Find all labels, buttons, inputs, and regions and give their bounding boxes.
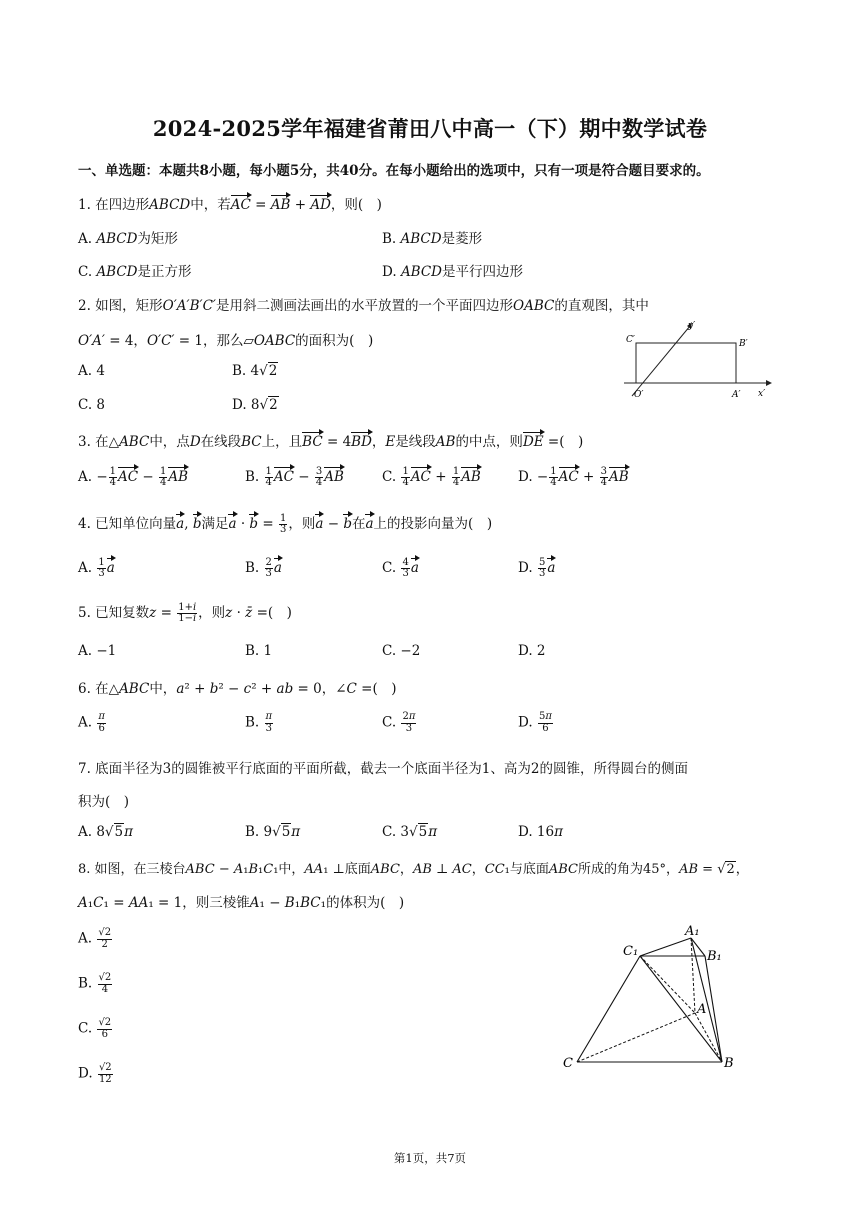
q2-option-d: D. 8√2 <box>232 397 278 413</box>
q8-option-d: D. $\frac{√2}{12}$ <box>78 1062 112 1085</box>
q6-option-a: A. $\frac{\pi}{6}$ <box>78 711 105 734</box>
q3-option-b: B. $\frac{1}{4}$ AC − $\frac{3}{4}$ AB <box>245 465 344 488</box>
q8-option-a: A. $\frac{√2}{2}$ <box>78 927 112 950</box>
q1-option-d: D. ABCD是平行四边形 <box>382 264 524 280</box>
q5-option-b: B. 1 <box>245 643 273 659</box>
q3-option-a: A. − $\frac{1}{4}$ AC − $\frac{1}{4}$ AB <box>78 465 189 488</box>
q1-option-b: B. ABCD是菱形 <box>382 231 483 247</box>
q2-option-c: C. 8 <box>78 397 106 413</box>
fig8-label-c1: C₁ <box>623 944 639 959</box>
q7-option-a: A. 8√5π <box>78 824 133 840</box>
q2-stem-line2: O′A′ = 4，O′C′ = 1，那么▱OABC的面积为( ) <box>78 333 374 349</box>
q4-stem: 4. 已知单位向量a, b满足a · b = $\frac{1}{3}$ ，则a − b在a上的投影向量为( ) <box>78 512 493 535</box>
fig2-label-b: B′ <box>739 339 748 349</box>
q3-option-c: C. $\frac{1}{4}$ AC + $\frac{1}{4}$ AB <box>382 465 481 488</box>
q6-stem: 6. 在△ABC中，a² + b² − c² + ab = 0，∠C =( ) <box>78 681 397 697</box>
q4-option-d: D. $\frac{5}{3}$ a <box>518 556 556 579</box>
q7-stem-line1: 7. 底面半径为3的圆锥被平行底面的平面所截，截去一个底面半径为1、高为2的圆锥，所得圆台的侧面 <box>78 761 688 777</box>
q2-figure <box>618 314 778 404</box>
q5-option-a: A. −1 <box>78 643 117 659</box>
fig8-label-c: C <box>563 1056 573 1071</box>
fig2-label-x: x′ <box>758 389 766 399</box>
fig8-label-a: A <box>697 1002 707 1017</box>
q2-option-b: B. 4√2 <box>232 363 278 379</box>
q8-stem-line2: A₁C₁ = AA₁ = 1，则三棱锥A₁ − B₁BC₁的体积为( ) <box>78 895 405 911</box>
section-heading: 一、单选题：本题共8小题，每小题5分，共40分。在每小题给出的选项中，只有一项是符合题目要求的。 <box>78 163 710 179</box>
q5-option-c: C. −2 <box>382 643 421 659</box>
q7-option-b: B. 9√5π <box>245 824 301 840</box>
q4-option-b: B. $\frac{2}{3}$ a <box>245 556 282 579</box>
fig8-label-b: B <box>724 1056 734 1071</box>
q3-option-d: D. − $\frac{1}{4}$ AC + $\frac{3}{4}$ AB <box>518 465 629 488</box>
q4-option-c: C. $\frac{4}{3}$ a <box>382 556 419 579</box>
fig2-label-c: C′ <box>626 335 635 345</box>
fig2-label-o: O′ <box>634 390 644 400</box>
q1-option-c: C. ABCD是正方形 <box>78 264 192 280</box>
q5-option-d: D. 2 <box>518 643 546 659</box>
q8-figure <box>555 915 750 1075</box>
q7-option-d: D. 16π <box>518 824 563 840</box>
q8-option-b: B. $\frac{√2}{4}$ <box>78 972 112 995</box>
q3-stem: 3. 在△ABC中，点D在线段BC上，且BC = 4BD，E是线段AB的中点，则DE =( ) <box>78 430 583 450</box>
fig8-label-a1: A₁ <box>685 924 700 939</box>
q2-stem-line1: 2. 如图，矩形O′A′B′C′是用斜二测画法画出的水平放置的一个平面四边形OABC的直观图，其中 <box>78 298 649 314</box>
q2-option-a: A. 4 <box>78 363 105 379</box>
q1-option-a: A. ABCD为矩形 <box>78 231 178 247</box>
fig2-label-y: y′ <box>688 321 696 331</box>
q4-option-a: A. $\frac{1}{3}$ a <box>78 556 115 579</box>
fig8-label-b1: B₁ <box>707 949 722 964</box>
q5-stem: 5. 已知复数z = $\frac{1+i}{1-i}$ ，则z · z̄ =( ) <box>78 601 292 624</box>
q7-stem-line2: 积为( ) <box>78 794 130 810</box>
page-footer: 第1页，共7页 <box>393 1151 467 1165</box>
fig2-label-a: A′ <box>732 390 741 400</box>
q8-option-c: C. $\frac{√2}{6}$ <box>78 1017 112 1040</box>
q6-option-b: B. $\frac{\pi}{3}$ <box>245 711 273 734</box>
q1-stem: 1. 在四边形ABCD中，若AC = AB + AD，则( ) <box>78 193 382 213</box>
q6-option-c: C. $\frac{2\pi}{3}$ <box>382 711 416 734</box>
page-title: 2024-2025学年福建省莆田八中高一（下）期中数学试卷 <box>152 116 708 141</box>
q7-option-c: C. 3√5π <box>382 824 438 840</box>
q8-stem-line1: 8. 如图，在三棱台ABC − A₁B₁C₁中，AA₁ ⊥底面ABC，AB ⊥ AC，CC₁与底面ABC所成的角为45°，AB = √2， <box>78 862 749 877</box>
q6-option-d: D. $\frac{5\pi}{6}$ <box>518 711 552 734</box>
